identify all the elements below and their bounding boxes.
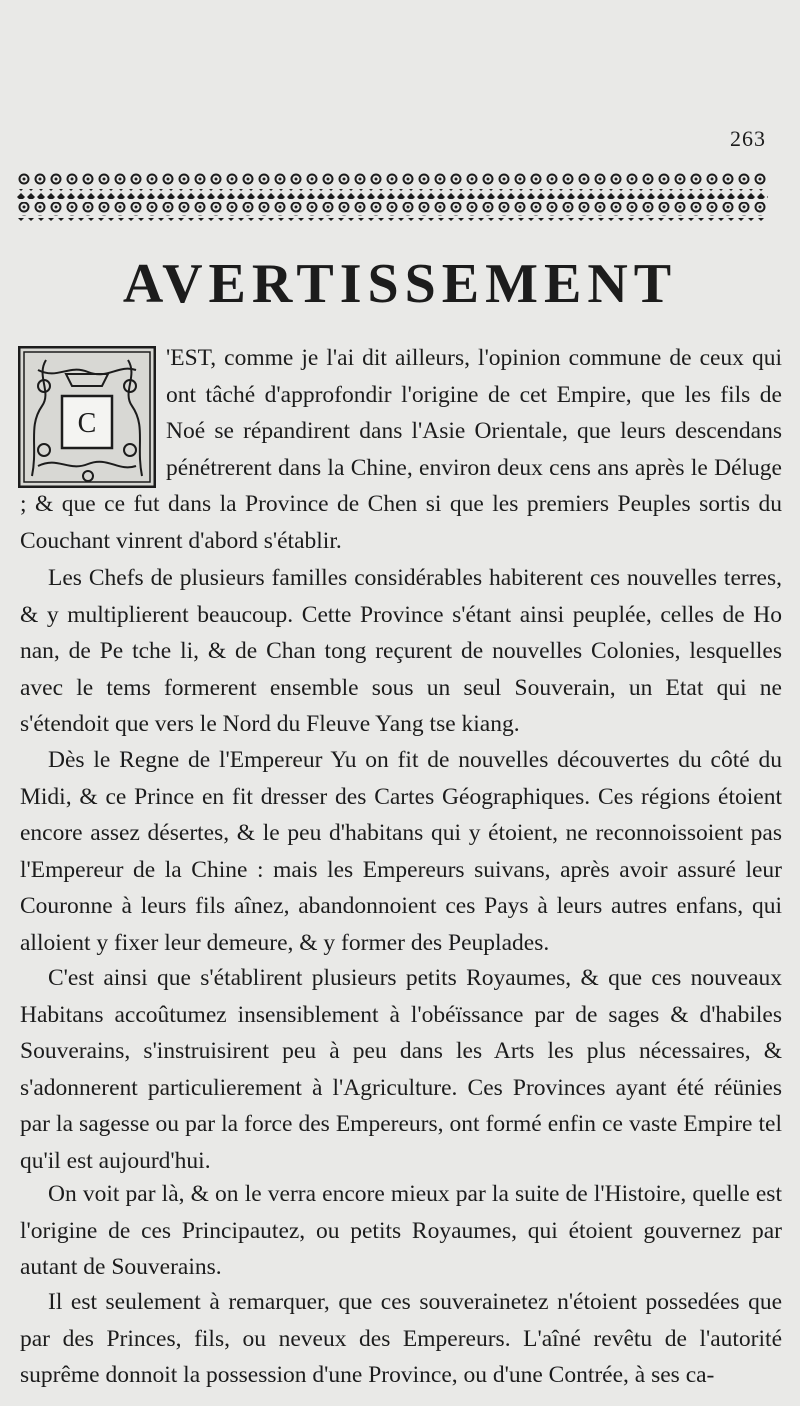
ornamental-border [16, 172, 768, 224]
paragraph-5: On voit par là, & on le verra encore mieux par la suite de l'Histoire, quelle est l'origine de ces Principautez, ou petits Royaumes, qui étoient gouvernez par autant de Souverains. [20, 1181, 782, 1280]
paragraph-3: Dès le Regne de l'Empereur Yu on fit de nouvelles découvertes du côté du Midi, & ce Prince en fit dresser des Cartes Géographiques. Ces régions étoient encore assez désertes, & le peu d'habitans qui y étoient, ne reconnoissoient pas l'Empereur de la Chine : mais les Empereurs suivans, après avoir assuré leur Couronne à leurs fils aînez, abandonnoient ces Pays à leurs autres enfans, qui alloient y fixer leur demeure, & y former des Peuplades. [20, 747, 782, 956]
paragraph-4: C'est ainsi que s'établirent plusieurs petits Royaumes, & que ces nouveaux Habitans accoûtumez insensiblement à l'obéïssance par de sages & d'habiles Souverains, s'instruisirent peu à peu dans les Arts les plus nécessaires, & s'adonnerent particulierement à l'Agriculture. Ces Provinces ayant été réünies par la sagesse ou par la force des Empereurs, ont formé enfin ce vaste Empire tel qu'il est aujourd'hui. [20, 965, 782, 1174]
dropcap-letter: C [77, 408, 97, 439]
paragraph-6: Il est seulement à remarquer, que ces souverainetez n'étoient possedées que par des Princes, fils, ou neveux des Empereurs. L'aîné revêtu de l'autorité suprême donnoit la possession d'une Province, ou d'une Contrée, à ses ca- [20, 1289, 782, 1388]
paragraph-2: Les Chefs de plusieurs familles considérables habiterent ces nouvelles terres, & y multiplierent beaucoup. Cette Province s'étant ainsi peuplée, celles de Ho nan, de Pe tche li, & de Chan tong reçurent de nouvelles Colonies, lesquelles avec le tems formerent ensemble sous un seul Souverain, un Etat qui ne s'étendoit que vers le Nord du Fleuve Yang tse kiang. [20, 565, 782, 737]
page-title: AVERTISSEMENT [122, 253, 678, 315]
paragraph-1 [20, 340, 782, 559]
paragraph-1-text: 'EST, comme je l'ai dit ailleurs, l'opinion commune de ceux qui ont tâché d'approfondir l'origine de cet Empire, que les fils de Noé se répandirent dans l'Asie Orientale, que leurs descendans pénétrerent dans la Chine, environ deux cens ans après le Déluge ; & que ce fut dans la Province de Chen si que les premiers Peuples sortis du Couchant vinrent d'abord s'établir. [20, 345, 782, 554]
dropcap-space [20, 340, 166, 486]
page-number: 263 [730, 126, 766, 151]
